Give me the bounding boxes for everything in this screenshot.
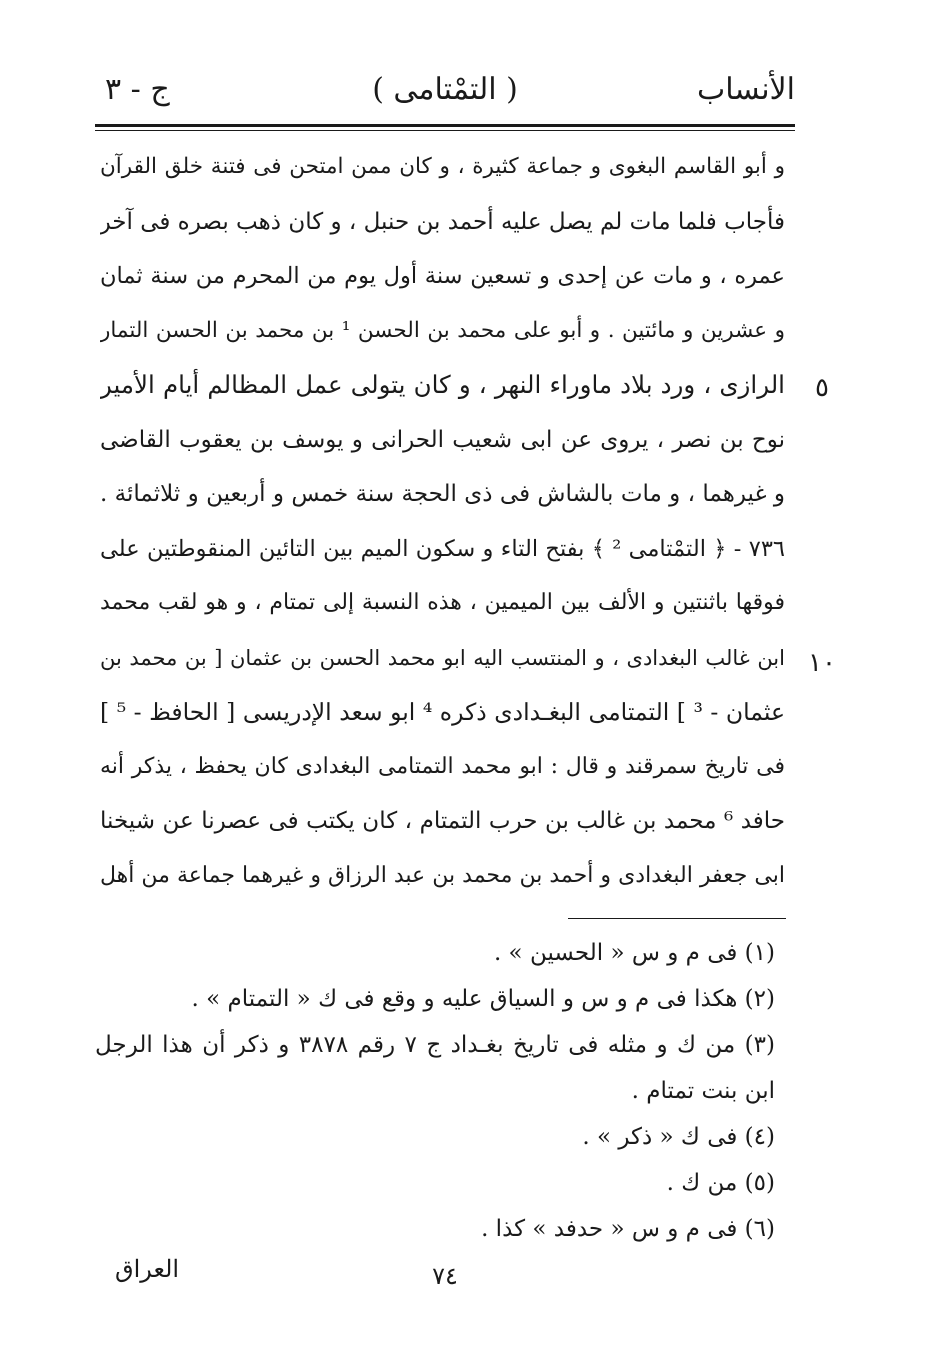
- text-line-9: فوقها باثنتين و الألف بين الميمين ، هذه النسبة إلى تمتام ، و هو لقب محمد: [100, 590, 785, 615]
- text-line-3: عمره ، و مات عن إحدى و تسعين سنة أول يوم من المحرم من سنة ثمان: [100, 263, 785, 289]
- footnote-separator: [568, 918, 786, 919]
- header-rule-thick: [95, 124, 795, 127]
- text-line-7: و غيرهما ، و مات بالشاش فى ذى الحجة سنة خمس و أربعين و ثلاثمائة .: [100, 481, 785, 507]
- text-line-12: فى تاريخ سمرقند و قال : ابو محمد التمتامى البغدادى كان يحفظ ، يذكر أنه: [100, 753, 785, 779]
- text-line-4: و عشرين و مائتين . و أبو على محمد بن الحسن ¹ بن محمد بن الحسن التمار: [100, 317, 785, 343]
- footnote-4: (٤) فى ك « ذكر » .: [582, 1124, 775, 1150]
- text-line-5: الرازى ، ورد بلاد ماوراء النهر ، و كان يتولى عمل المظالم أيام الأمير: [100, 370, 785, 399]
- book-title: الأنساب: [697, 72, 795, 107]
- footnote-1: (١) فى م و س « الحسين » .: [493, 940, 775, 966]
- footnotes: [95, 930, 775, 1252]
- header-rule-thin: [95, 130, 795, 131]
- text-line-1: و أبو القاسم البغوى و جماعة كثيرة ، و كان ممن امتحن فى فتنة خلق القرآن: [100, 154, 785, 179]
- margin-line-number-5: ٥: [815, 373, 829, 403]
- page-number: ٧٤: [432, 1262, 458, 1290]
- text-line-14: ابى جعفر البغدادى و أحمد بن محمد بن عبد الرزاق و غيرهما جماعة من أهل: [100, 862, 785, 888]
- footnote-5: (٥) من ك .: [666, 1170, 775, 1196]
- text-line-13: حافد ⁶ محمد بن غالب بن حرب التمتام ، كان يكتب فى عصرنا عن شيخنا: [100, 808, 785, 834]
- text-line-11: عثمان - ³ ] التمتامى البغـدادى ذكره ⁴ ابو سعد الإدريسى [ الحافظ - ⁵ ]: [100, 698, 785, 726]
- footnote-2: (٢) هكذا فى م و س و السياق عليه و وقع فى ك « التمتام » .: [191, 986, 775, 1012]
- region-label: العراق: [115, 1255, 180, 1283]
- main-text: [100, 140, 785, 903]
- text-line-8-entry-736: ٧٣٦ - ﴿ التمْتامى ² ﴾ بفتح التاء و سكون الميم بين التائين المنقوطتين على: [100, 535, 785, 562]
- volume-label: ج - ٣: [105, 72, 170, 107]
- page-footer: [95, 1250, 795, 1300]
- footnote-6: (٦) فى م و س « حدفد » كذا .: [481, 1216, 775, 1242]
- text-line-6: نوح بن نصر ، يروى عن ابى شعيب الحرانى و يوسف بن يعقوب القاضى: [100, 426, 785, 453]
- margin-line-number-10: ١٠: [808, 648, 836, 678]
- footnote-3: (٣) من ك و مثله فى تاريخ بغـداد ج ٧ رقم ٣٨٧٨ و ذكر أن هذا الرجل: [95, 1032, 775, 1058]
- running-header: [95, 62, 795, 122]
- text-line-10: ابن غالب البغدادى ، و المنتسب اليه ابو محمد الحسن بن عثمان [ بن محمد بن: [100, 645, 785, 670]
- text-line-2: فأجاب فلما مات لم يصل عليه أحمد بن حنبل ، و كان ذهب بصره فى آخر: [100, 208, 785, 235]
- footnote-3-continued: ابن بنت تمتام .: [631, 1078, 775, 1104]
- entry-heading: ( التمْتامى ): [372, 72, 518, 107]
